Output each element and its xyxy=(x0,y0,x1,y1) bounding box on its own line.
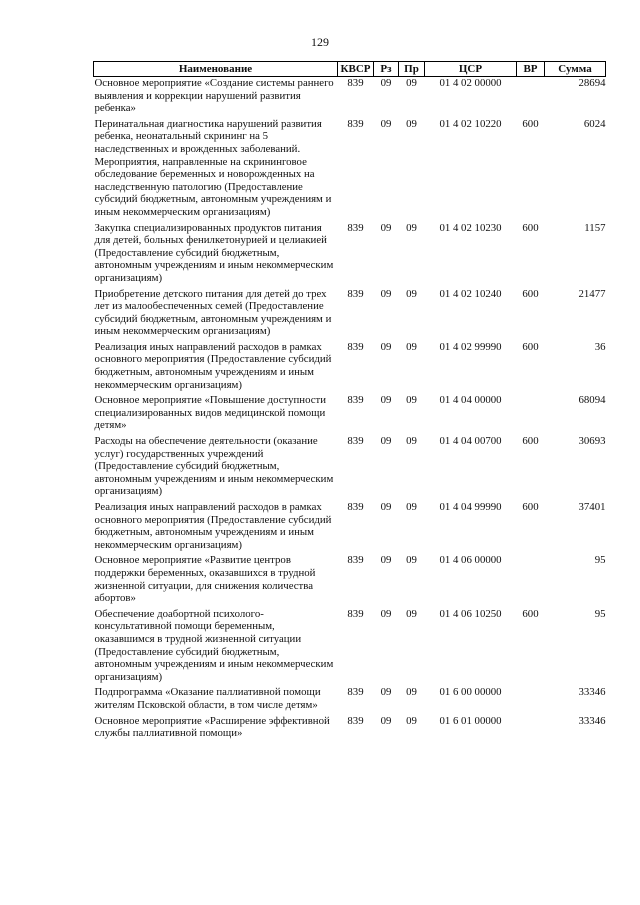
cell-name: Закупка специализированных продуктов питания для детей, больных фенилкетонурией и целиакией (Предоставление субсидий бюджетным, автономным учреждениям и иным некоммерческим организациям) xyxy=(94,221,334,284)
cell-csr: 01 4 04 00000 xyxy=(439,394,502,407)
cell-vr: 600 xyxy=(522,501,539,513)
cell-pr: 09 xyxy=(406,686,417,699)
cell-kvsr: 839 xyxy=(347,77,364,89)
table-row xyxy=(94,222,606,288)
table-row xyxy=(94,608,606,687)
cell-sum: 36 xyxy=(594,340,606,353)
cell-rz: 09 xyxy=(380,554,392,567)
cell-csr: 01 4 02 10240 xyxy=(439,287,502,300)
table-row xyxy=(94,118,606,222)
cell-csr: 01 4 04 99990 xyxy=(439,501,502,513)
cell-name: Обеспечение доабортной психолого-консультативной помощи беременным, оказавшимся в трудной жизненной ситуации (Предоставление субсидий бюджетным, автономным учреждениям и иным некоммерческим организациям) xyxy=(94,607,334,683)
cell-pr: 09 xyxy=(406,117,417,130)
cell-rz: 09 xyxy=(380,607,392,620)
header-csr: ЦСР xyxy=(425,62,517,77)
table-row xyxy=(94,394,606,435)
cell-kvsr: 839 xyxy=(347,287,364,300)
cell-vr xyxy=(517,554,545,607)
cell-sum: 33346 xyxy=(578,714,606,727)
cell-vr xyxy=(517,77,545,118)
cell-rz: 09 xyxy=(380,77,392,89)
header-vr: ВР xyxy=(517,62,545,77)
cell-csr: 01 6 01 00000 xyxy=(439,714,502,727)
cell-csr: 01 6 00 00000 xyxy=(439,686,502,699)
cell-kvsr: 839 xyxy=(347,686,364,699)
table-row xyxy=(94,686,606,714)
cell-rz: 09 xyxy=(380,117,392,130)
cell-rz: 09 xyxy=(380,287,392,300)
table-header-row xyxy=(94,62,606,77)
cell-rz: 09 xyxy=(380,435,392,448)
cell-rz: 09 xyxy=(380,340,392,353)
table-row xyxy=(94,288,606,341)
header-pr: Пр xyxy=(399,62,425,77)
cell-name: Подпрограмма «Оказание паллиативной помощи жителям Псковской области, в том числе детям» xyxy=(94,686,321,711)
cell-sum: 33346 xyxy=(578,686,606,699)
cell-vr xyxy=(517,394,545,435)
cell-sum: 68094 xyxy=(578,394,606,407)
cell-kvsr: 839 xyxy=(347,340,364,353)
table-row xyxy=(94,554,606,607)
table-row xyxy=(94,715,606,743)
cell-pr: 09 xyxy=(406,77,417,89)
cell-rz: 09 xyxy=(380,686,392,699)
page-number: 129 xyxy=(311,35,329,49)
cell-pr: 09 xyxy=(406,340,417,353)
cell-sum: 6024 xyxy=(583,117,606,130)
cell-kvsr: 839 xyxy=(347,394,364,407)
cell-kvsr: 839 xyxy=(347,221,364,234)
cell-sum: 95 xyxy=(594,607,606,620)
cell-sum: 37401 xyxy=(578,501,606,513)
cell-vr: 600 xyxy=(522,221,539,234)
cell-kvsr: 839 xyxy=(347,435,364,448)
cell-csr: 01 4 02 10230 xyxy=(439,221,502,234)
cell-kvsr: 839 xyxy=(347,501,364,513)
cell-pr: 09 xyxy=(406,435,417,448)
cell-vr xyxy=(517,686,545,714)
cell-rz: 09 xyxy=(380,714,392,727)
cell-name: Основное мероприятие «Расширение эффективной службы паллиативной помощи» xyxy=(94,714,330,740)
cell-rz: 09 xyxy=(380,221,392,234)
cell-name: Основное мероприятие «Развитие центров поддержки беременных, оказавшихся в трудной жизненной ситуации, для снижения количества абортов» xyxy=(94,554,316,605)
cell-vr: 600 xyxy=(522,117,539,130)
table-row xyxy=(94,341,606,394)
cell-rz: 09 xyxy=(380,394,392,407)
cell-csr: 01 4 02 10220 xyxy=(439,117,502,130)
cell-pr: 09 xyxy=(406,221,417,234)
cell-sum: 30693 xyxy=(578,435,606,448)
cell-name: Основное мероприятие «Повышение доступности специализированных видов медицинской помощи детям» xyxy=(94,394,327,432)
table-row xyxy=(94,501,606,554)
cell-csr: 01 4 02 00000 xyxy=(439,77,502,89)
cell-sum: 1157 xyxy=(584,221,606,234)
cell-pr: 09 xyxy=(406,287,417,300)
cell-kvsr: 839 xyxy=(347,117,364,130)
cell-name: Основное мероприятие «Создание системы раннего выявления и коррекции нарушений развития ребенка» xyxy=(94,77,334,115)
cell-kvsr: 839 xyxy=(347,554,364,567)
header-sum: Сумма xyxy=(545,62,606,77)
cell-name: Перинатальная диагностика нарушений развития ребенка, неонатальный скрининг на 5 наследственных и врожденных заболеваний. Мероприятия, направленные на скрининговое обследование беременных и новорожденных на наследственную патологию (Предоставление субсидий бюджетным, автономным учреждениям и иным некоммерческим организациям) xyxy=(94,117,332,218)
cell-kvsr: 839 xyxy=(347,607,364,620)
cell-vr: 600 xyxy=(522,340,539,353)
cell-vr: 600 xyxy=(522,435,539,448)
cell-csr: 01 4 06 00000 xyxy=(439,554,502,567)
cell-name: Приобретение детского питания для детей до трех лет из малообеспеченных семей (Предоставление субсидий бюджетным, автономным учреждениям и иным некоммерческим организациям) xyxy=(94,287,332,338)
cell-csr: 01 4 06 10250 xyxy=(439,607,502,620)
header-kvsr: КВСР xyxy=(338,62,374,77)
cell-csr: 01 4 04 00700 xyxy=(439,435,502,448)
cell-vr xyxy=(517,715,545,743)
cell-pr: 09 xyxy=(406,394,417,407)
cell-vr: 600 xyxy=(522,287,539,300)
cell-name: Реализация иных направлений расходов в рамках основного мероприятия (Предоставление субсидий бюджетным, автономным учреждениям и иным некоммерческим организациям) xyxy=(94,501,332,551)
cell-name: Реализация иных направлений расходов в рамках основного мероприятия (Предоставление субсидий бюджетным, автономным учреждениям и иным некоммерческим организациям) xyxy=(94,340,332,391)
cell-name: Расходы на обеспечение деятельности (оказание услуг) государственных учреждений (Предоставление субсидий бюджетным, автономным учреждениям и иным некоммерческим организациям) xyxy=(94,435,334,498)
cell-pr: 09 xyxy=(406,554,417,567)
table-row xyxy=(94,435,606,501)
cell-rz: 09 xyxy=(380,501,392,513)
table-row xyxy=(94,77,606,118)
cell-pr: 09 xyxy=(406,501,417,513)
cell-pr: 09 xyxy=(406,607,417,620)
header-rz: Рз xyxy=(374,62,399,77)
header-name: Наименование xyxy=(94,62,338,77)
cell-sum: 95 xyxy=(594,554,606,567)
cell-kvsr: 839 xyxy=(347,714,364,727)
cell-sum: 28694 xyxy=(578,77,606,89)
budget-table xyxy=(93,61,606,743)
cell-csr: 01 4 02 99990 xyxy=(439,340,502,353)
table-body xyxy=(94,77,606,743)
cell-sum: 21477 xyxy=(578,287,606,300)
cell-vr: 600 xyxy=(522,607,539,620)
cell-pr: 09 xyxy=(406,714,417,727)
